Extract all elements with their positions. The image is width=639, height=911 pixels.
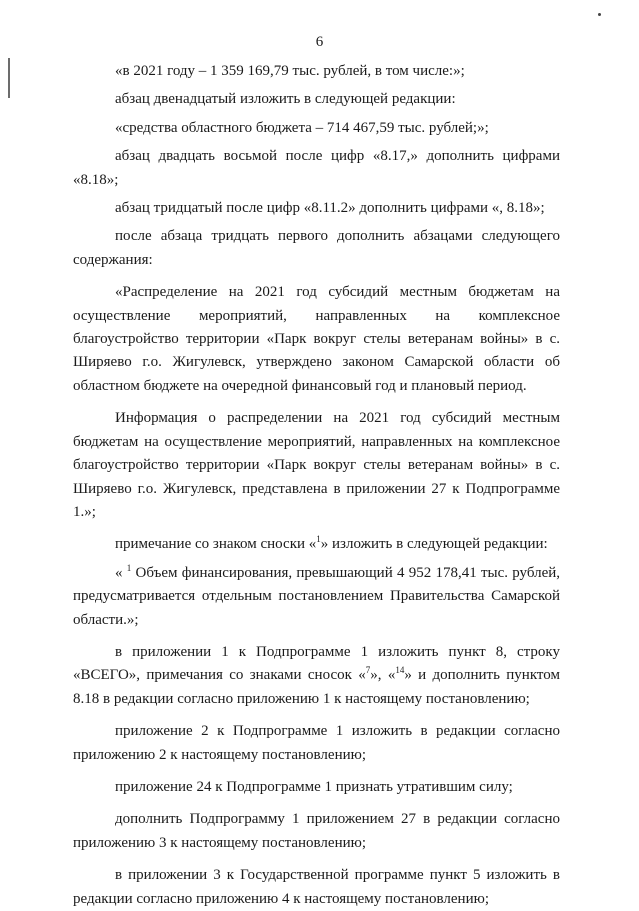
scan-edge-mark: [8, 58, 10, 98]
footnote-mark: 14: [395, 665, 405, 676]
paragraph-3: «средства областного бюджета – 714 467,59 тыс. рублей;»;: [115, 119, 489, 136]
footnote-mark: 1: [126, 562, 132, 573]
footnote-mark: 1: [316, 534, 321, 545]
paragraph-9-after: » изложить в следующей редакции:: [320, 536, 548, 553]
paragraph-10-after: Объем финансирования, превышающий 4 952 178,41 тыс. рублей, предусматривается отдельным постановлением Правительства Самарской области.»;: [73, 564, 561, 628]
paragraph-9-before: примечание со знаком сноски «: [115, 536, 317, 553]
paragraph-8: Информация о распределении на 2021 год субсидий местным бюджетам на осуществление мероприятий, направленных на комплексное благоустройство территории «Парк вокруг стелы ветеранам войны» в с. Ширяево г.о. Жигулевск, представлена в приложении 27 к Подпрограмме 1.»;: [73, 410, 560, 520]
paragraph-14: дополнить Подпрограмму 1 приложением 27 в редакции согласно приложению 3 к настоящему постановлению;: [73, 811, 560, 851]
paragraph-2: абзац двенадцатый изложить в следующей редакции:: [115, 91, 456, 108]
paragraph-5: абзац тридцатый после цифр «8.11.2» дополнить цифрами «, 8.18»;: [115, 200, 545, 217]
footnote-mark: 7: [365, 665, 371, 676]
paragraph-9: [73, 533, 560, 556]
paragraph-15: в приложении 3 к Государственной программе пункт 5 изложить в редакции согласно приложению 4 к настоящему постановлению;: [73, 867, 560, 907]
paragraph-4: абзац двадцать восьмой после цифр «8.17,» дополнить цифрами «8.18»;: [73, 148, 560, 188]
paragraph-6: после абзаца тридцать первого дополнить абзацами следующего содержания:: [73, 228, 560, 268]
paragraph-10-before: «: [115, 564, 127, 581]
document-body: [73, 60, 560, 911]
paragraph-13: приложение 24 к Подпрограмме 1 признать утратившим силу;: [115, 778, 513, 795]
paragraph-11: [73, 641, 560, 711]
scan-dot-mark: [598, 13, 601, 16]
paragraph-7: «Распределение на 2021 год субсидий местным бюджетам на осуществление мероприятий, направленных на комплексное благоустройство территории «Парк вокруг стелы ветеранам войны» в с. Ширяево г.о. Жигулевск, утверждено законом Самарской области об областном бюджете на очередной финансовый год и плановый период.: [73, 284, 560, 394]
paragraph-11-mid: », «: [370, 667, 396, 684]
paragraph-10: [73, 562, 560, 632]
paragraph-12: приложение 2 к Подпрограмме 1 изложить в редакции согласно приложению 2 к настоящему постановлению;: [73, 723, 560, 763]
paragraph-1: «в 2021 году – 1 359 169,79 тыс. рублей, в том числе:»;: [115, 63, 465, 79]
paragraph-11-text: в приложении 1 к Подпрограмме 1 изложить пункт 8, строку «ВСЕГО», примечания со знаками сносок «: [73, 643, 560, 684]
paragraph-11-after: » и дополнить пунктом 8.18 в редакции согласно приложению 1 к настоящему постановлению;: [73, 667, 560, 707]
page-number: 6: [315, 34, 324, 50]
